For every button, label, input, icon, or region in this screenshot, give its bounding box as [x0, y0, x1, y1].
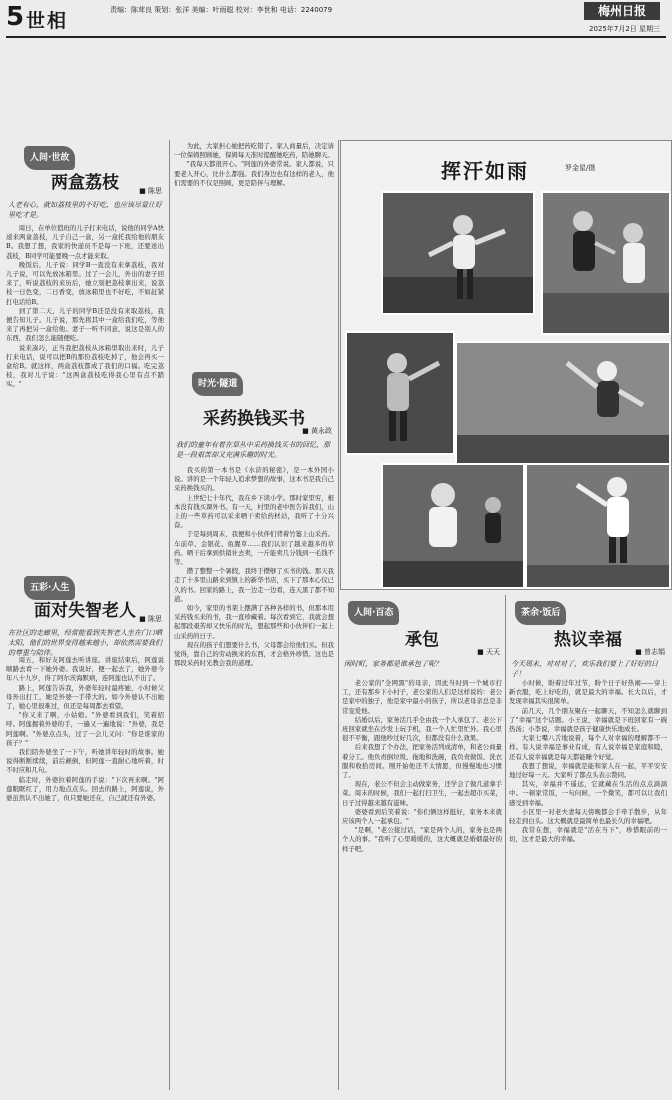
- section-badge: 五彩·人生: [24, 576, 75, 600]
- photo-table-tennis-2: [541, 191, 671, 335]
- paragraph: 结婚以后，家务活几乎全由我一个人承包了。老公下班回家就坐在沙发上玩手机，我一个人忙里忙外。我心里很不平衡，跟他吵过好几次，但都没有什么效果。: [342, 715, 502, 743]
- section-badge: 时光·隧道: [192, 372, 243, 396]
- paragraph: 小时候，盼着过年过节，盼个日子好热闹——穿上新衣服，吃上好吃的，就是最大的幸福。长大以后，才发现幸福其实很简单。: [509, 679, 667, 706]
- player-figure: [527, 465, 669, 587]
- paragraph: 我常在想，幸福就是"活在当下"，珍惜眼前的一切，这才是最大的幸福。: [509, 826, 667, 844]
- paragraph: "你又来了啊，小姑娘。"外婆看到我们，笑着招呼。阿莲握着外婆的手，一遍又一遍地说："外婆，我是阿莲啊。"外婆点点头，过了一会儿又问："你是谁家的孩子？": [6, 711, 164, 747]
- article-title: 采药换钱买书: [203, 409, 305, 429]
- article-body: [509, 679, 667, 1083]
- article-lead: 人老有心，就如荔枝里的不好吃，也应该尽量让好里吃才是。: [8, 201, 162, 219]
- newspaper-logo: 梅州日报: [584, 2, 660, 20]
- paragraph: 周五，和好友阿莲去听讲座。讲座结束后，阿莲说顺路去看一下她外婆。我说好，便一起去了，她外婆今年八十九岁，得了阿尔茨海默病，连阿莲也认不出了。: [6, 656, 164, 683]
- section-badge: 人间·百态: [348, 601, 399, 625]
- paragraph: 于是每到周末，我便和小伙伴们背着竹篓上山采药。车前草、金银花、鱼腥草……我们认识了越来越多的草药。晒干后拿到供销社去卖，一斤能卖几分钱到一毛钱不等。: [174, 530, 334, 567]
- article-lead: 今天周末，对对对了，欢乐我们要上了好好的日子！: [511, 660, 658, 678]
- paragraph: 小区里一对老夫妻每天傍晚都会手牵手散步，从年轻走到白头。这大概就是最简单也最长久的幸福吧。: [509, 807, 667, 826]
- photo-table-tennis-6: [525, 463, 671, 589]
- editor-credits: 责编：陈茸良 策划：张洋 美编：叶雨聪 校对：李世和 电话：2240079: [110, 6, 333, 14]
- player-figure: [347, 333, 453, 453]
- paragraph: 后来我想了个办法，把家务活列成清单，和老公商量着分工。他负责倒垃圾、拖地和洗碗，我负责做饭、洗衣服和收拾房间。刚开始他还不太情愿，但慢慢地也习惯了。: [342, 743, 502, 780]
- page-header: [0, 0, 672, 40]
- paragraph: 老公家的"全网黑"的母亲，因此当时到一个城市打工，还有那乡下小村子，老公家的人们是这样说的：老公是家中的独子，他是家中最小的孩子，所以老母亲总是非常宠爱他。: [342, 679, 502, 715]
- paragraph: 我买的第一本书是《水浒的秘密》，是一本外国小说。讲的是一个年轻人追求梦想的故事，这本书是我自己采药换钱买的。: [174, 466, 334, 493]
- article-body: [174, 466, 334, 1084]
- paragraph: 大家七嘴八舌地说着，每个人对幸福的理解都不一样。有人说幸福是事业有成，有人说幸福是家庭和睦，还有人说幸福就是每天都能睡个好觉。: [509, 734, 667, 761]
- article-title: 热议幸福: [554, 630, 622, 650]
- article-lead: 在社区的走廊里，经常能看到失智老人坐在门口晒太阳，他们的世界变得越来越小，却依然需要我们的尊重与陪伴。: [8, 629, 162, 657]
- column-divider: [505, 595, 506, 1090]
- issue-date: 2025年7月2日 星期三: [589, 25, 660, 33]
- article-author: ■ 黄永政: [302, 427, 332, 435]
- article-author: ■ 陈思: [139, 615, 162, 623]
- paragraph: 我们陪外婆坐了一下午，听她讲年轻时的故事。她说得断断续续，前后颠倒，但阿莲一直耐心地听着，时不时应和几句。: [6, 748, 164, 775]
- column-right-b: [507, 595, 669, 1090]
- paragraph: 我想了想说，幸福就是能和家人在一起，平平安安地过好每一天。大家听了都点头表示赞同。: [509, 761, 667, 780]
- article-lead: 闲时町，家务都是谁承包了呢？: [344, 660, 442, 668]
- column-middle: [172, 140, 336, 1090]
- paragraph: 前几天，几个朋友聚在一起聊天，不知怎么就聊到了"幸福"这个话题。小王说，幸福就是下班回家有一碗热汤；小李说，幸福就是孩子健康快乐地成长。: [509, 706, 667, 734]
- article-author: ■ 曾志娟: [635, 648, 665, 656]
- section-badge: 人间·世故: [24, 146, 75, 170]
- paragraph: 周日，在单位值班的儿子打来电话，说他的同学A快递来两盒荔枝，儿子自己一盒，另一盒托我给他的朋友B。我想了想，我家的快递员不是每一下班，还要送出荔枝，B同学可能要晚一点才能来取。: [6, 224, 164, 260]
- article-author: ■ 天天: [477, 648, 500, 656]
- player-figure: [383, 465, 523, 587]
- paragraph: 为此，大家担心她把药吃错了。家人商量后，决定请一位保姆照顾她，保姆每天准时提醒她吃药，陪她聊天。: [174, 142, 334, 160]
- article-body: [6, 656, 164, 1084]
- paragraph: 到了第二天，儿子的同学B还是没有来取荔枝，我便告知儿子。儿子说，那先将其中一盒给我们吃，等他来了再把另一盒给他。妻子一听不同意，说这是别人的东西，我们怎么能随便吃。: [6, 306, 164, 343]
- player-figure: [457, 343, 669, 463]
- player-figure: [383, 193, 533, 313]
- paragraph: "是啊，"老公接过话，"家是两个人的，家务也是两个人的事。"我听了心里暖暖的，这大概就是婚姻最好的样子吧。: [342, 826, 502, 853]
- article-title: 承包: [405, 630, 439, 650]
- article-title: 两盒荔枝: [51, 173, 119, 193]
- photo-table-tennis-1: [381, 191, 535, 315]
- article-body: [6, 224, 164, 524]
- article-author: ■ 陈思: [139, 187, 162, 195]
- paragraph: 婆婆看到后笑着说："你们俩这样挺好，家务本来就应该两个人一起承包。": [342, 807, 502, 826]
- paragraph: 现在，老公不但会主动做家务，还学会了做几道拿手菜。周末的时候，我们一起打扫卫生，一起去超市买菜，日子过得越来越有滋味。: [342, 780, 502, 807]
- article-body: [342, 679, 502, 1083]
- paragraph: 现在的孩子们想要什么书，父母都会给他们买。但我觉得，靠自己的劳动换来的东西，才会格外珍惜。这也是那段采药时光教会我的道理。: [174, 640, 334, 668]
- paragraph: 上世纪七十年代，我在乡下读小学。那时家里穷，根本没有钱买课外书。有一天，村里的老中医告诉我们，山上的一些草药可以采来晒干卖给药材站，我听了十分兴奋。: [174, 493, 334, 530]
- paragraph: 攒了整整一个暑假，我终于攒够了买书的钱。那天我走了十多里山路来到镇上的新华书店，买下了那本心仪已久的书。回家的路上，我一边走一边看，连天黑了都不知道。: [174, 567, 334, 603]
- article-title: 面对失智老人: [34, 601, 136, 621]
- paragraph: 临走时，外婆拉着阿莲的手说："下次再来啊。"阿莲眼眶红了，用力地点点头。回去的路上，阿莲说，外婆虽然认不出她了，但只要她还在，自己就还有外婆。: [6, 775, 164, 803]
- column-divider: [169, 140, 170, 1090]
- section-badge: 茶余·饭后: [515, 601, 566, 625]
- photo-table-tennis-4: [455, 341, 671, 465]
- column-divider: [338, 140, 339, 1090]
- photo-credit: 罗金星/摄: [565, 164, 596, 172]
- paragraph: 如今，家里的书架上摆满了各种各样的书，但那本用采药钱买来的书，我一直珍藏着。每次看到它，我就会想起那段艰苦却又快乐的时光，想起那些和小伙伴们一起上山采药的日子。: [174, 604, 334, 640]
- column-right-a: [340, 595, 504, 1090]
- photo-title: 挥汗如雨: [441, 159, 529, 183]
- player-figure: [543, 193, 669, 333]
- paragraph: 路上，阿莲告诉我，外婆年轻时最疼她，小时候父母外出打工，她是外婆一手带大的。如今外婆认不出她了，她心里很难过，但还是每周都去看望。: [6, 683, 164, 711]
- paragraph: 其实，幸福并不遥远，它就藏在生活的点点滴滴中。一顿家常饭，一句问候，一个微笑，都可以让我们感受到幸福。: [509, 780, 667, 807]
- page-number: 5: [6, 2, 25, 32]
- article-lead: 我们的童年有着在草丛中采药换钱买书的回忆，那是一段艰苦却又充满乐趣的时光。: [176, 441, 330, 459]
- continued-text: [174, 142, 334, 342]
- photo-table-tennis-3: [345, 331, 455, 455]
- column-left: [4, 140, 166, 1090]
- paragraph: "我每天都很开心。"阿莲的外婆常说。家人都说，只要老人开心，比什么都强。我们身边也有这样的老人，他们需要的不仅是照顾，更是陪伴与理解。: [174, 160, 334, 187]
- header-rule: [6, 36, 666, 38]
- paragraph: 晚饭后，儿子说：同学B一直没有来拿荔枝，我对儿子说，可以先放冰箱里。过了一会儿，外出的妻子回来了，听说荔枝的来历后，她立刻把荔枝拿出来，说荔枝一日色变，二日香变，放冰箱里也不好吃，不如赶紧打电话给B。: [6, 260, 164, 306]
- photo-feature: [340, 140, 672, 590]
- photo-table-tennis-5: [381, 463, 525, 589]
- paragraph: 说来凑巧，正当我把荔枝从冰箱里取出来时，儿子打来电话，说可以把B的那份荔枝吃掉了，他会再买一盒给B。就这样，两盒荔枝都成了我们的口福。吃完荔枝，我对儿子说："这两盒荔枝吃得我心里有点不踏实。": [6, 343, 164, 389]
- page-section-name: 世相: [26, 10, 69, 32]
